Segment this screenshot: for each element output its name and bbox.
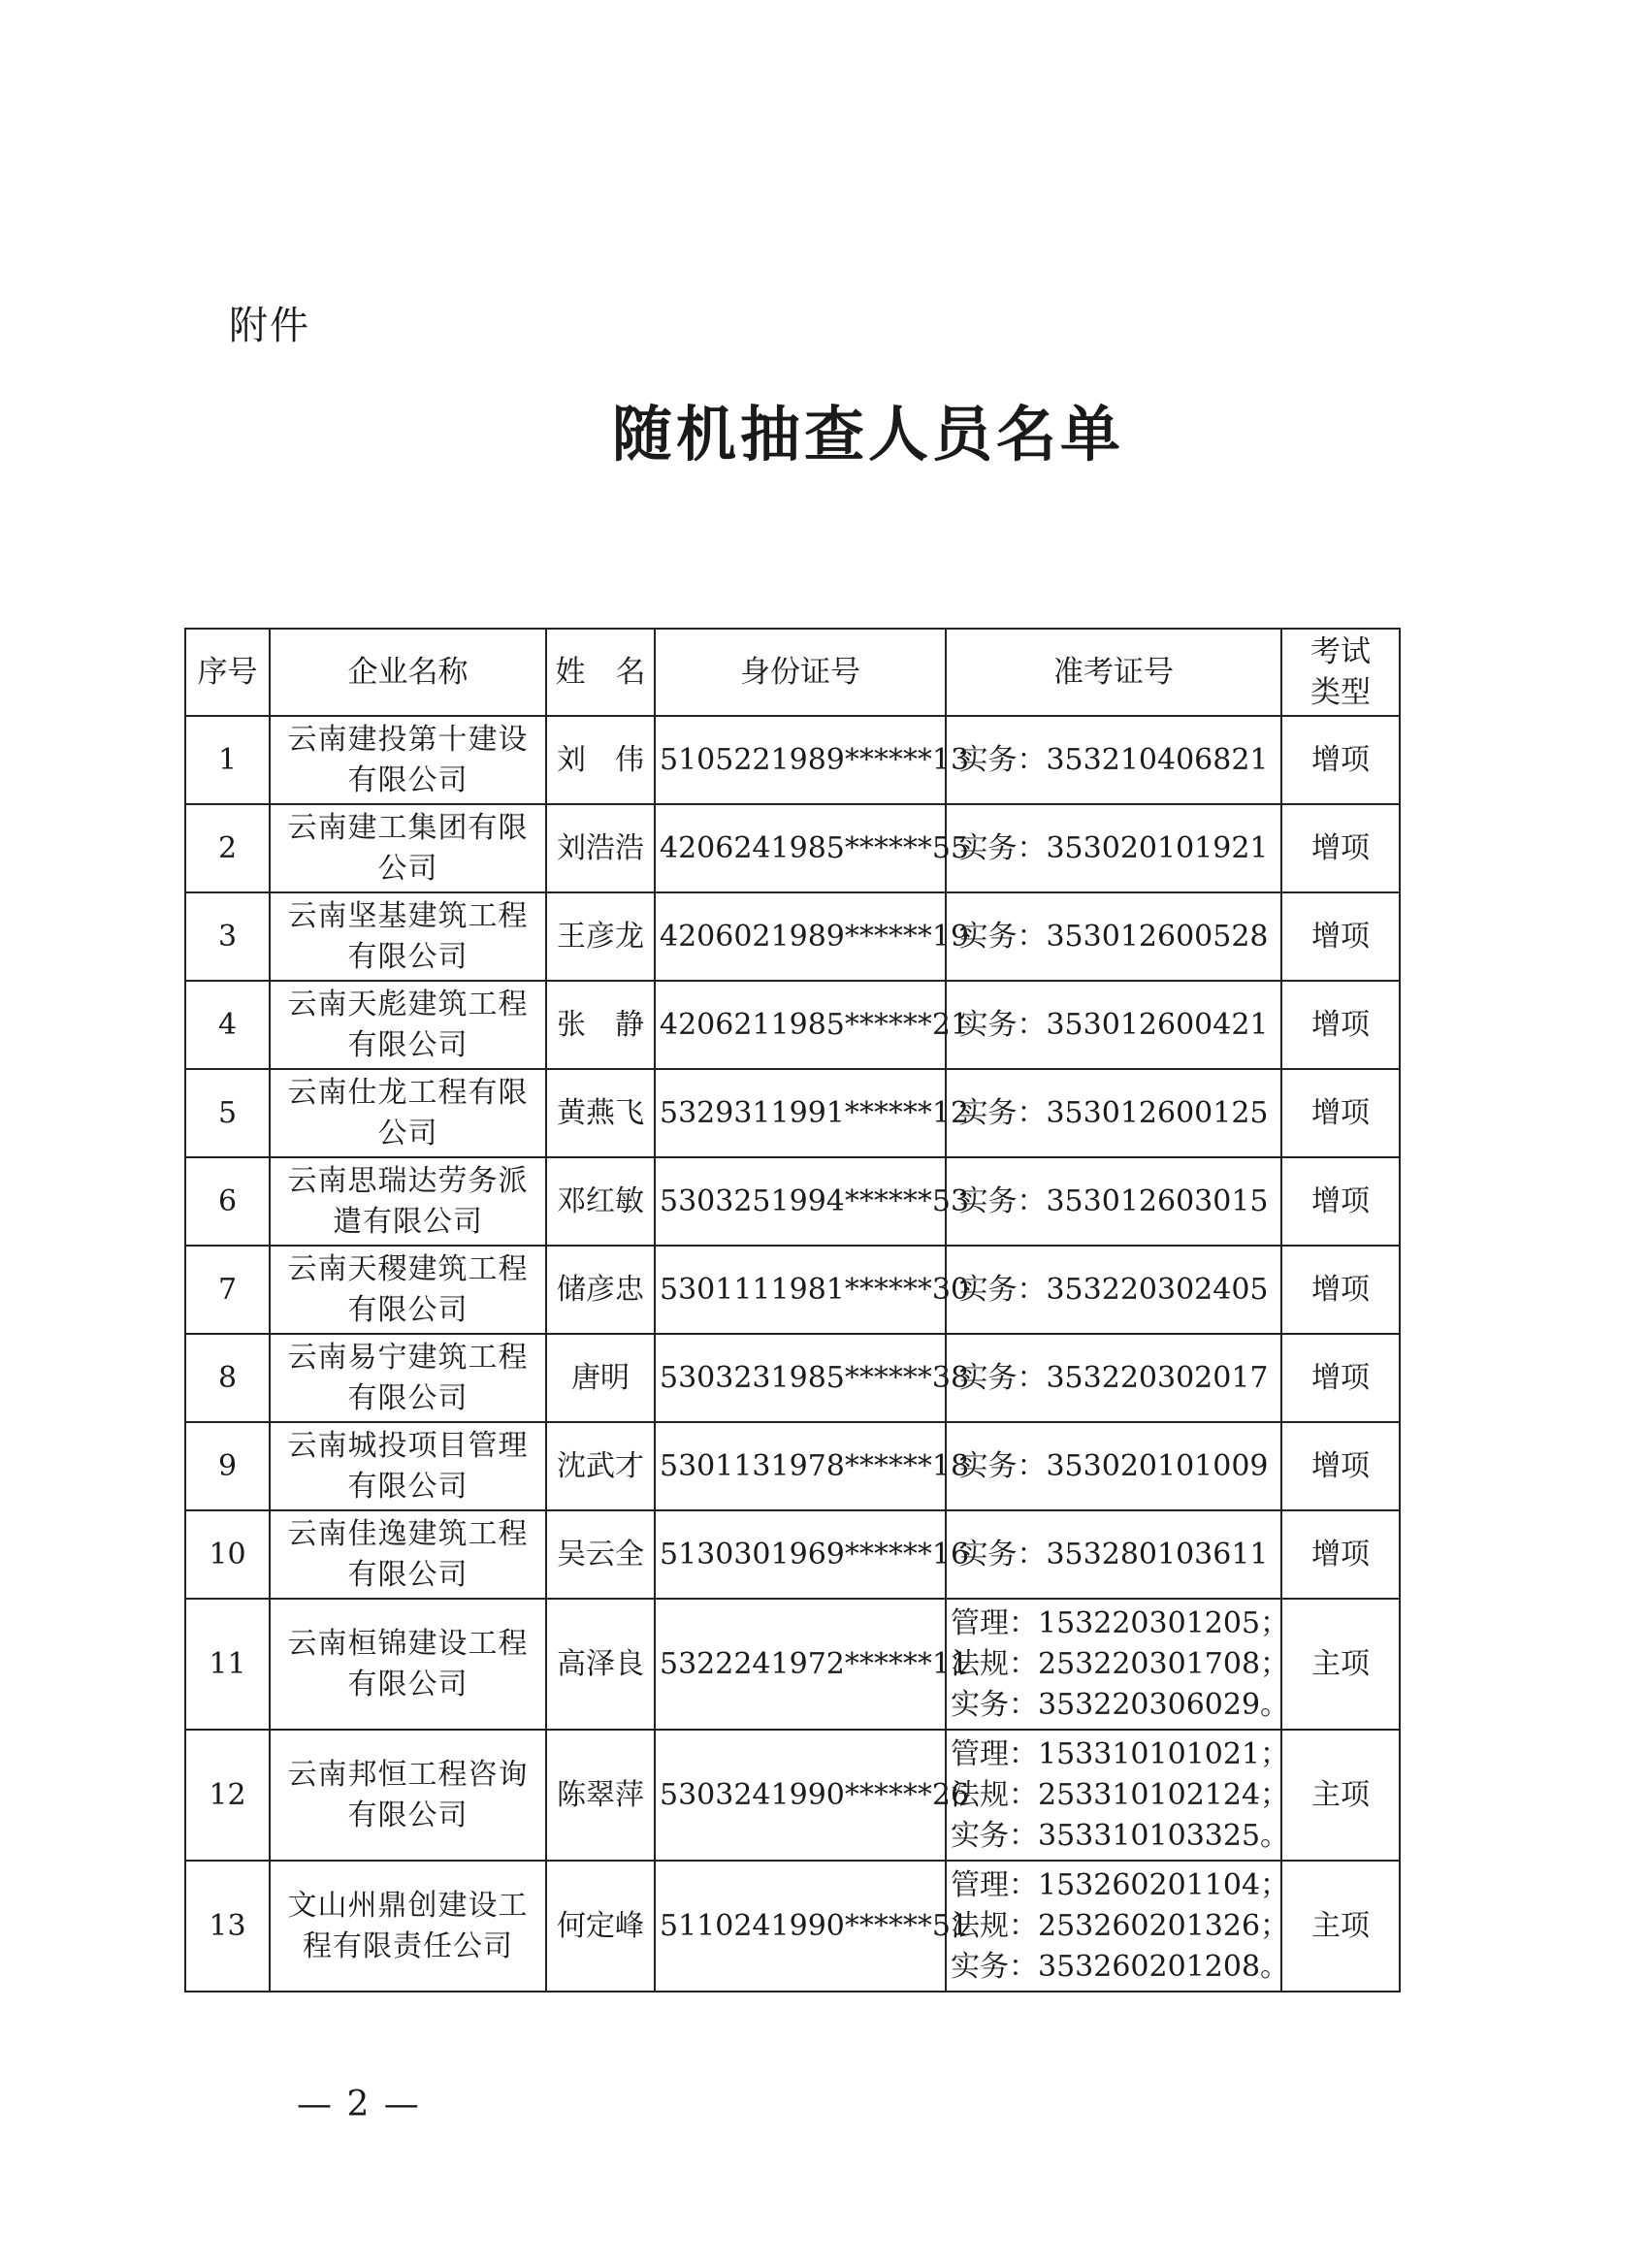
cell-index: 13 [185,1861,270,1992]
cell-ticket [946,1599,1290,1730]
cell-index: 1 [185,716,270,804]
ticket-line: 法规：253310102124； [951,1777,1290,1812]
cell-company: 云南仕龙工程有限公司 [270,1069,546,1157]
ticket-line: 实务：353012600421 [958,1007,1269,1042]
cell-exam-type: 主项 [1281,1730,1400,1861]
cell-name: 刘浩浩 [546,804,655,892]
cell-company: 文山州鼎创建设工程有限责任公司 [270,1861,546,1992]
table-row [185,1334,1400,1422]
ticket-line: 法规：253220301708； [951,1646,1290,1681]
cell-company: 云南天稷建筑工程有限公司 [270,1246,546,1334]
cell-company: 云南建工集团有限公司 [270,804,546,892]
cell-index: 6 [185,1157,270,1246]
cell-name: 黄燕飞 [546,1069,655,1157]
cell-index: 11 [185,1599,270,1730]
ticket-line: 实务：353220302405 [958,1272,1269,1307]
ticket-line: 实务：353012603015 [958,1183,1269,1218]
cell-name: 唐明 [546,1334,655,1422]
cell-company: 云南坚基建筑工程有限公司 [270,892,546,981]
cell-exam-type: 主项 [1281,1861,1400,1992]
table-row [185,804,1400,892]
cell-exam-type: 增项 [1281,716,1400,804]
cell-ticket [946,981,1281,1069]
cell-index: 2 [185,804,270,892]
cell-ticket [946,716,1281,804]
cell-name: 储彦忠 [546,1246,655,1334]
cell-name: 陈翠萍 [546,1730,655,1861]
cell-name: 沈武才 [546,1422,655,1510]
document-title: 随机抽查人员名单 [611,399,1124,470]
cell-id-number: 5301111981******30 [655,1246,946,1334]
table-row [185,716,1400,804]
cell-company: 云南建投第十建设有限公司 [270,716,546,804]
ticket-line: 管理：153220301205； [951,1605,1290,1640]
cell-id-number: 5130301969******16 [655,1510,946,1599]
cell-name: 高泽良 [546,1599,655,1730]
cell-company: 云南桓锦建设工程有限公司 [270,1599,546,1730]
table-row [185,981,1400,1069]
table-header-row [185,629,1400,716]
cell-exam-type: 增项 [1281,1069,1400,1157]
cell-ticket [946,1510,1281,1599]
table-row [185,1730,1400,1861]
cell-index: 12 [185,1730,270,1861]
ticket-line: 实务：353210406821 [958,742,1269,777]
cell-exam-type: 增项 [1281,1422,1400,1510]
cell-ticket [946,1157,1281,1246]
cell-id-number: 5303241990******26 [655,1730,946,1861]
cell-company: 云南思瑞达劳务派遣有限公司 [270,1157,546,1246]
cell-ticket [946,1069,1281,1157]
table-row [185,1510,1400,1599]
cell-index: 7 [185,1246,270,1334]
header-company: 企业名称 [270,629,546,716]
cell-id-number: 5329311991******12 [655,1069,946,1157]
cell-exam-type: 增项 [1281,1246,1400,1334]
cell-name: 邓红敏 [546,1157,655,1246]
cell-id-number: 5303251994******53 [655,1157,946,1246]
cell-exam-type: 增项 [1281,1157,1400,1246]
header-exam-type [1281,629,1400,716]
cell-company: 云南天彪建筑工程有限公司 [270,981,546,1069]
cell-company: 云南易宁建筑工程有限公司 [270,1334,546,1422]
cell-ticket [946,1246,1281,1334]
ticket-line: 实务：353280103611 [958,1537,1269,1571]
cell-ticket [946,1730,1290,1861]
cell-exam-type: 增项 [1281,1334,1400,1422]
cell-ticket [946,1422,1281,1510]
cell-exam-type: 增项 [1281,804,1400,892]
header-index: 序号 [185,629,270,716]
cell-ticket [946,1861,1290,1992]
cell-ticket [946,804,1281,892]
ticket-line: 实务：353012600528 [958,919,1269,954]
ticket-line: 实务：353020101921 [958,830,1269,865]
cell-name: 刘 伟 [546,716,655,804]
table-row [185,1861,1400,1992]
table-row [185,1422,1400,1510]
cell-exam-type: 增项 [1281,1510,1400,1599]
table-row [185,1599,1400,1730]
table-row [185,1069,1400,1157]
ticket-line: 管理：153310101021； [951,1736,1290,1771]
cell-id-number: 5110241990******51 [655,1861,946,1992]
header-ticket: 准考证号 [946,629,1281,716]
page-number: — 2 — [297,2085,421,2124]
table-row [185,1157,1400,1246]
ticket-line: 管理：153260201104； [951,1867,1290,1902]
cell-name: 何定峰 [546,1861,655,1992]
cell-id-number: 5301131978******18 [655,1422,946,1510]
ticket-line: 实务：353220302017 [958,1360,1269,1395]
cell-company: 云南佳逸建筑工程有限公司 [270,1510,546,1599]
cell-name: 王彦龙 [546,892,655,981]
ticket-line: 实务：353012600125 [958,1095,1269,1130]
cell-index: 3 [185,892,270,981]
cell-index: 8 [185,1334,270,1422]
cell-index: 4 [185,981,270,1069]
cell-ticket [946,1334,1281,1422]
cell-index: 10 [185,1510,270,1599]
cell-exam-type: 增项 [1281,892,1400,981]
table-body [185,716,1400,1992]
attachment-label: 附件 [229,304,310,348]
cell-index: 5 [185,1069,270,1157]
cell-id-number: 5322241972******11 [655,1599,946,1730]
personnel-table [184,628,1401,1993]
cell-ticket [946,892,1281,981]
header-name: 姓 名 [546,629,655,716]
ticket-line: 实务：353220306029。 [951,1687,1290,1722]
cell-id-number: 4206211985******21 [655,981,946,1069]
cell-name: 张 静 [546,981,655,1069]
cell-id-number: 5303231985******38 [655,1334,946,1422]
ticket-line: 实务：353260201208。 [951,1949,1290,1984]
cell-id-number: 4206021989******19 [655,892,946,981]
header-exam-type-line1: 考试 [1310,634,1371,669]
cell-id-number: 5105221989******13 [655,716,946,804]
cell-exam-type: 增项 [1281,981,1400,1069]
table-row [185,892,1400,981]
ticket-line: 法规：253260201326； [951,1908,1290,1943]
header-id-number: 身份证号 [655,629,946,716]
ticket-line: 实务：353020101009 [958,1448,1269,1483]
cell-company: 云南邦恒工程咨询有限公司 [270,1730,546,1861]
cell-company: 云南城投项目管理有限公司 [270,1422,546,1510]
cell-id-number: 4206241985******55 [655,804,946,892]
ticket-line: 实务：353310103325。 [951,1818,1290,1853]
cell-exam-type: 主项 [1281,1599,1400,1730]
cell-index: 9 [185,1422,270,1510]
cell-name: 吴云全 [546,1510,655,1599]
table-row [185,1246,1400,1334]
header-exam-type-line2: 类型 [1310,675,1371,710]
